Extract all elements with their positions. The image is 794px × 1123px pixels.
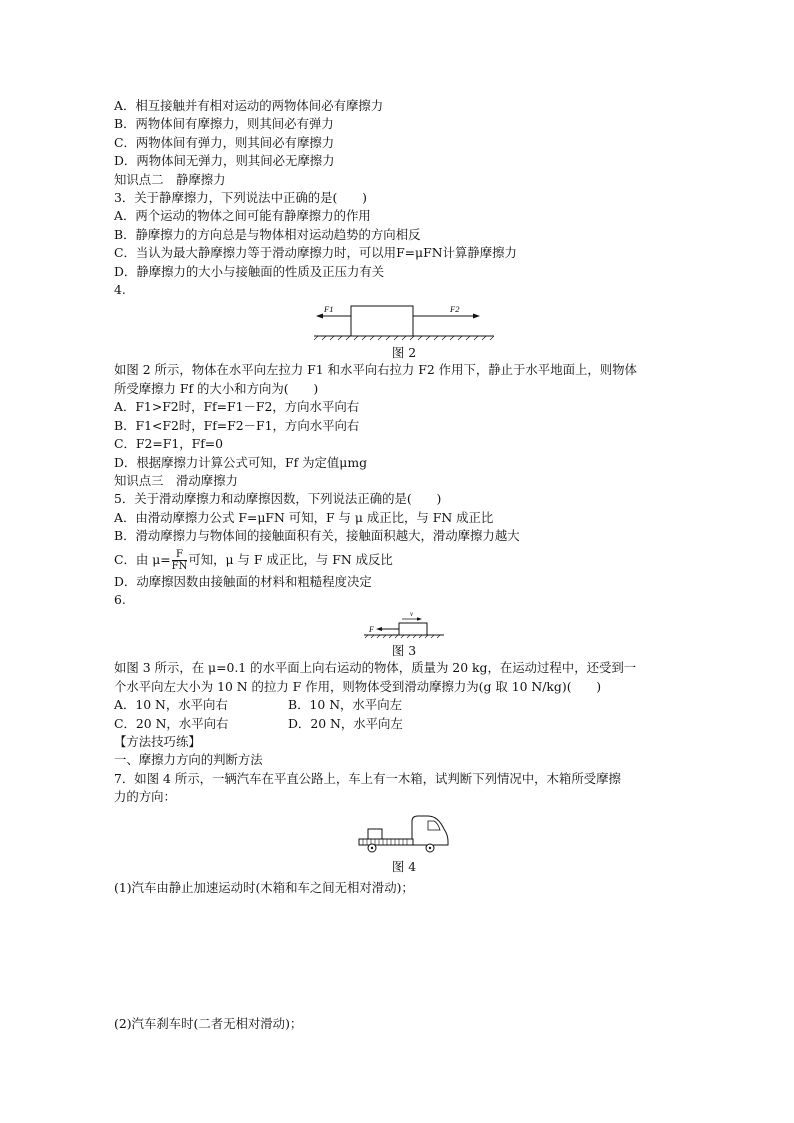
- methods-heading: 【方法技巧练】: [114, 733, 201, 749]
- block: [351, 306, 413, 336]
- truck-cab: [412, 816, 448, 845]
- q7-part1: (1)汽车由静止加速运动时(木箱和车之间无相对滑动)；: [114, 879, 414, 895]
- label-v: v: [410, 611, 414, 619]
- q7-stem-line1: 7．如图 4 所示，一辆汽车在平直公路上，车上有一木箱，试判断下列情况中，木箱所受摩擦: [114, 770, 621, 786]
- q6-options-row2: [114, 715, 694, 733]
- section-heading-static-friction: 知识点二 静摩擦力: [114, 171, 226, 187]
- content: [114, 97, 694, 1033]
- q6-option-a: A．10 N，水平向右: [114, 697, 228, 713]
- q2-option-a: A．相互接触并有相对运动的两物体间必有摩擦力: [114, 98, 384, 113]
- label-f1: F1: [324, 304, 334, 315]
- figure-3: [114, 611, 694, 642]
- q4-option-a: A．F1>F2时，Ff=F1－F2，方向水平向右: [114, 399, 360, 415]
- section-heading-sliding-friction: 知识点三 滑动摩擦力: [114, 472, 238, 488]
- q5-stem: 5．关于滑动摩擦力和动摩擦因数，下列说法正确的是( ): [114, 491, 442, 507]
- q6-option-c: C．20 N，水平向右: [114, 715, 229, 731]
- q5-option-c-pre: C．由 μ=: [114, 551, 171, 567]
- wooden-box: [368, 829, 382, 839]
- block: [399, 623, 427, 635]
- fraction-denominator: FN: [171, 560, 188, 572]
- q4-stem-line1: 如图 2 所示，物体在水平向左拉力 F1 和水平向右拉力 F2 作用下，静止于水平地面上，则物体: [114, 362, 637, 378]
- fraction: [172, 549, 188, 572]
- q6-number: 6.: [114, 591, 126, 607]
- label-f: F: [369, 625, 374, 635]
- q7-part2: (2)汽车刹车时(二者无相对滑动)；: [114, 1016, 303, 1031]
- q6-stem-line1: 如图 3 所示，在 μ=0.1 的水平面上向右运动的物体，质量为 20 kg，在运动过程中，还受到一: [114, 660, 637, 676]
- q4-option-d: D．根据摩擦力计算公式可知，Ff 为定值μmg: [114, 454, 368, 470]
- q4-stem-line2: 所受摩擦力 Ff 的大小和方向为( ): [114, 380, 319, 396]
- label-f2: F2: [450, 304, 460, 315]
- q3-option-d: D．静摩擦力的大小与接触面的性质及正压力有关: [114, 263, 385, 279]
- figure-2-caption: 图 2: [391, 345, 417, 361]
- figure-4: [114, 813, 694, 858]
- q2-option-b: B．两物体间有摩擦力，则其间必有弹力: [114, 116, 334, 132]
- figure-4-diagram: [358, 813, 450, 855]
- q4-number: 4.: [114, 282, 126, 298]
- q5-option-b: B．滑动摩擦力与物体间的接触面积有关，接触面积越大，滑动摩擦力越大: [114, 528, 520, 544]
- fraction-numerator: F: [172, 549, 188, 561]
- q4-option-b: B．F1<F2时，Ff=F2－F1，方向水平向右: [114, 417, 360, 433]
- q5-option-a: A．由滑动摩擦力公式 F=μFN 可知，F 与 μ 成正比，与 FN 成正比: [114, 509, 494, 525]
- q3-option-b: B．静摩擦力的方向总是与物体相对运动趋势的方向相反: [114, 226, 421, 242]
- q3-option-a: A．两个运动的物体之间可能有静摩擦力的作用: [114, 208, 371, 224]
- q5-option-c-post: 可知，μ 与 F 成正比，与 FN 成反比: [188, 551, 393, 567]
- methods-subheading: 一、摩擦力方向的判断方法: [114, 752, 263, 768]
- q6-stem-line2: 个水平向左大小为 10 N 的拉力 F 作用，则物体受到滑动摩擦力为(g 取 10 N/kg)( ): [114, 678, 602, 694]
- figure-3-diagram: [364, 611, 444, 639]
- q2-option-c: C．两物体间有弹力，则其间必有摩擦力: [114, 134, 335, 150]
- figure-2: [114, 301, 694, 344]
- q4-option-c: C．F2=F1，Ff=0: [114, 436, 224, 452]
- q7-stem-line2: 力的方向：: [114, 789, 176, 805]
- figure-2-diagram: [314, 301, 494, 341]
- figure-4-caption: 图 4: [391, 858, 417, 874]
- q3-stem: 3．关于静摩擦力，下列说法中正确的是( ): [114, 190, 367, 206]
- q5-option-d: D．动摩擦因数由接触面的材料和粗糙程度决定: [114, 573, 372, 589]
- q5-option-c: [114, 547, 694, 573]
- q6-option-b: B．10 N，水平向左: [288, 697, 402, 713]
- q6-option-d: D．20 N，水平向左: [288, 715, 403, 731]
- figure-3-caption: 图 3: [391, 643, 417, 659]
- q6-options-row1: [114, 696, 694, 714]
- q3-option-c: C．当认为最大静摩擦力等于滑动摩擦力时，可以用F=μFN计算静摩擦力: [114, 245, 517, 261]
- q2-option-d: D．两物体间无弹力，则其间必无摩擦力: [114, 153, 335, 169]
